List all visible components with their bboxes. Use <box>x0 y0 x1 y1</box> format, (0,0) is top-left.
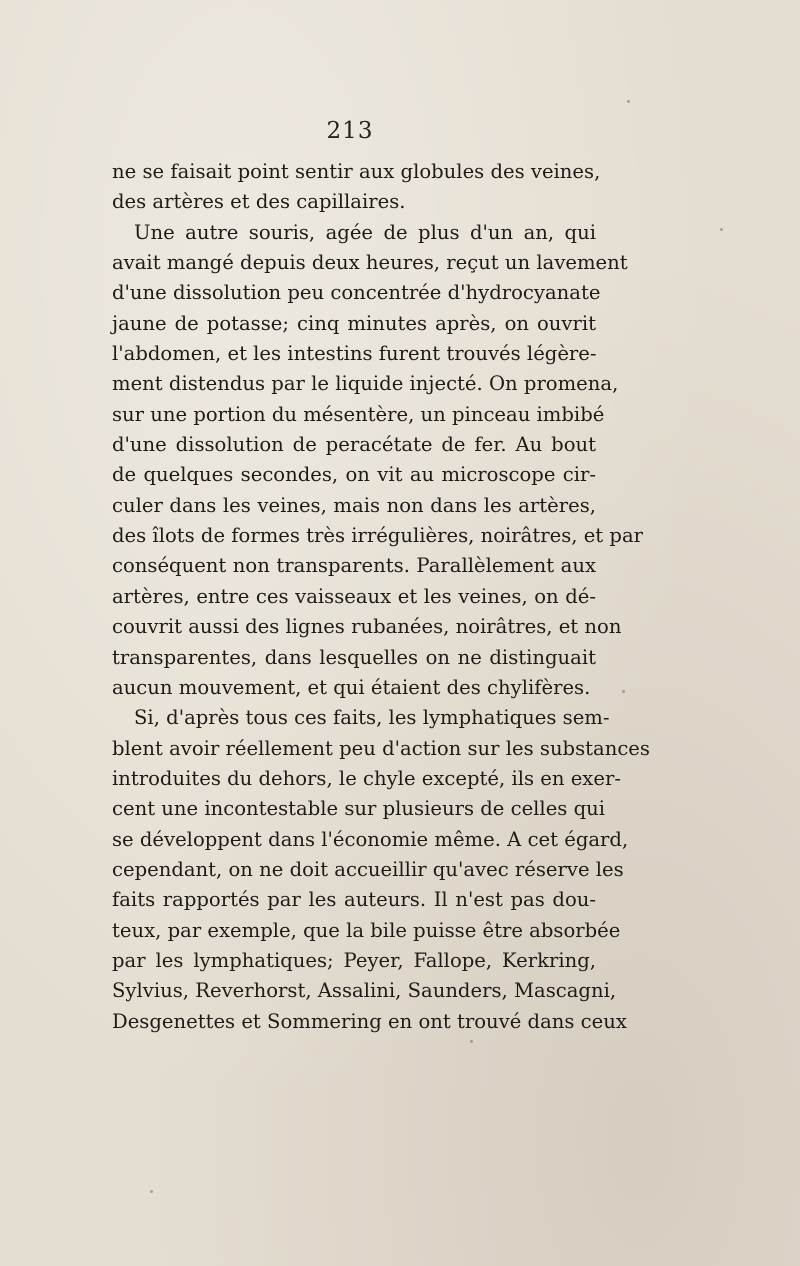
text-line: des artères et des capillaires. <box>112 190 406 214</box>
text-line: introduites du dehors, le chyle excepté, ils en exer- <box>112 766 621 790</box>
paper-speck <box>470 1040 473 1043</box>
text-line: couvrit aussi des lignes rubanées, noirâtres, et non <box>112 615 622 639</box>
text-line: artères, entre ces vaisseaux et les veines, on dé- <box>112 584 596 608</box>
text-line: sur une portion du mésentère, un pinceau imbibé <box>112 402 605 426</box>
text-line: cependant, on ne doit accueillir qu'avec réserve les <box>112 857 624 881</box>
text-line: ment distendus par le liquide injecté. On promena, <box>112 372 619 396</box>
text-line: d'une dissolution peu concentrée d'hydrocyanate <box>112 281 601 305</box>
text-line: Sylvius, Reverhorst, Assalini, Saunders, Mascagni, <box>112 979 617 1003</box>
text-line: des îlots de formes très irrégulières, noirâtres, et par <box>112 524 643 548</box>
paper-speck <box>627 100 630 103</box>
text-line: ne se faisait point sentir aux globules des veines, <box>112 160 601 183</box>
paper-speck <box>622 690 625 693</box>
paper-speck <box>150 1190 153 1193</box>
text-line: avait mangé depuis deux heures, reçut un lavement <box>112 251 628 275</box>
text-line: se développent dans l'économie même. A cet égard, <box>112 827 629 851</box>
text-line: Si, d'après tous ces faits, les lymphatiques sem- <box>134 706 610 730</box>
text-line: jaune de potasse; cinq minutes après, on ouvrit <box>112 311 596 335</box>
text-line: de quelques secondes, on vit au microscope cir- <box>112 463 596 487</box>
text-line: faits rapportés par les auteurs. Il n'est pas dou- <box>112 888 596 912</box>
page-number: 213 <box>326 118 374 144</box>
text-line: conséquent non transparents. Parallèlement aux <box>112 554 596 578</box>
text-line: aucun mouvement, et qui étaient des chylifères. <box>112 675 591 699</box>
text-line: blent avoir réellement peu d'action sur les substances <box>112 736 650 760</box>
text-line: teux, par exemple, que la bile puisse être absorbée <box>112 918 621 942</box>
text-line: cent une incontestable sur plusieurs de celles qui <box>112 797 606 821</box>
text-line: l'abdomen, et les intestins furent trouvés légère- <box>112 342 597 366</box>
text-line: Desgenettes et Sommering en ont trouvé dans ceux <box>112 1009 627 1033</box>
text-line: Une autre souris, agée de plus d'un an, qui <box>134 220 596 244</box>
text-line: culer dans les veines, mais non dans les artères, <box>112 493 596 517</box>
text-line: par les lymphatiques; Peyer, Fallope, Kerkring, <box>112 948 596 972</box>
paper-speck <box>720 228 723 231</box>
text-line: d'une dissolution de peracétate de fer. Au bout <box>112 433 596 457</box>
body-text <box>112 157 650 1037</box>
text-line: transparentes, dans lesquelles on ne distinguait <box>112 645 596 669</box>
